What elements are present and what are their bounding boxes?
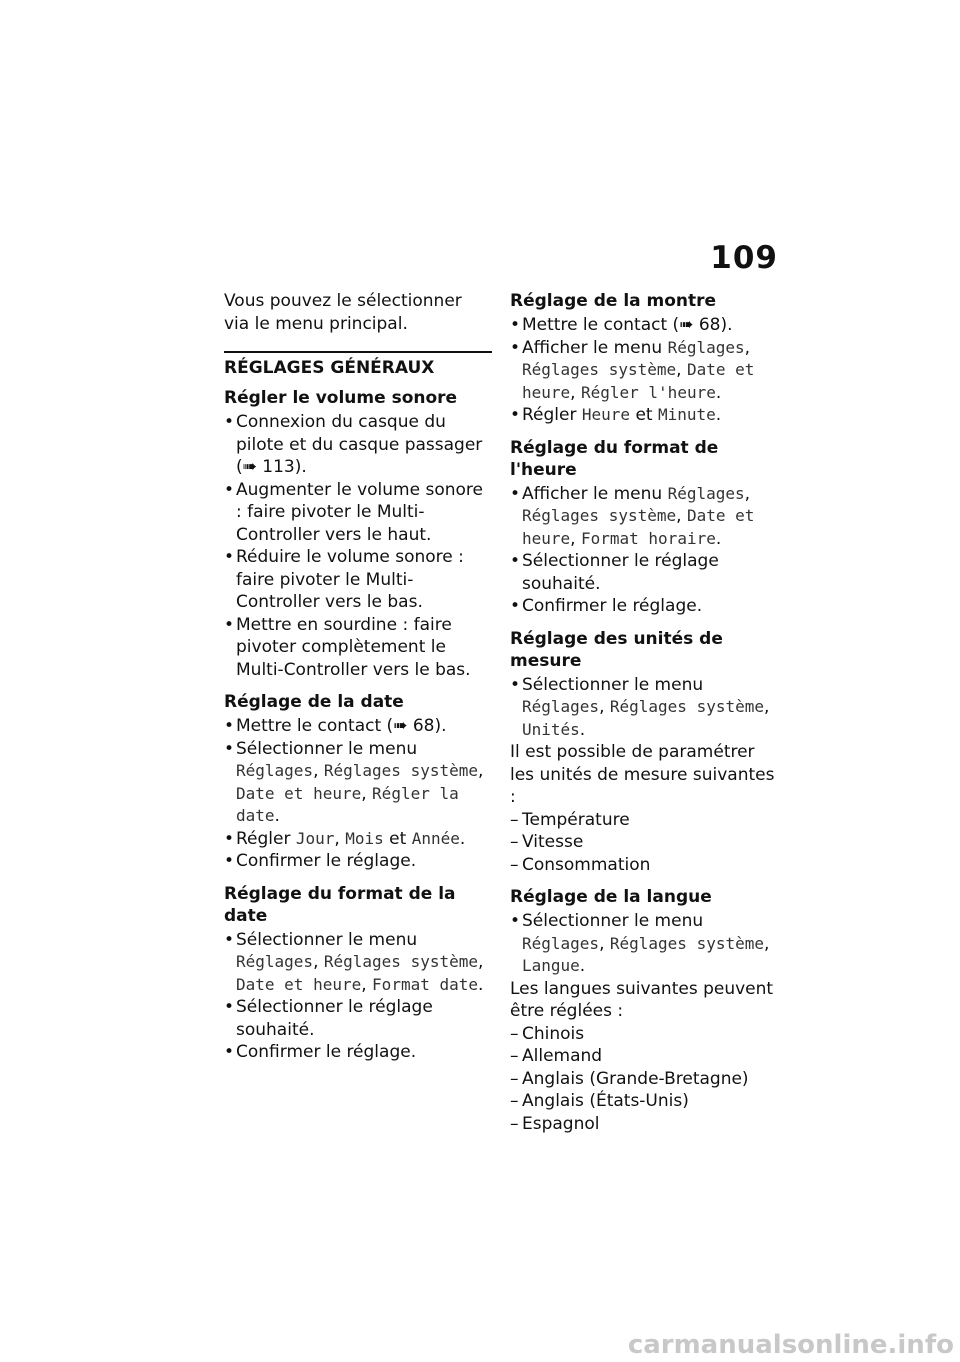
list-item: • Régler Jour, Mois et Année.	[224, 828, 492, 851]
list-item: – Espagnol	[510, 1113, 782, 1136]
menu-path: Réglages	[522, 697, 600, 716]
page-number: 109	[710, 240, 778, 276]
menu-path: Réglages système	[522, 506, 677, 525]
list-item: • Mettre le contact (➠ 68).	[510, 314, 782, 337]
list-item: • Sélectionner le réglage souhaité.	[224, 996, 492, 1041]
menu-path: Format date	[372, 974, 479, 994]
time-format-list	[510, 483, 782, 618]
menu-path: Réglages système	[609, 933, 764, 953]
menu-path: Régler la date	[236, 783, 459, 825]
menu-path: Réglages	[236, 952, 314, 971]
section-title-general-settings: RÉGLAGES GÉNÉRAUX	[224, 351, 492, 379]
right-column	[510, 290, 782, 1135]
menu-path: Régler l'heure	[580, 382, 716, 402]
list-item: • Mettre en sourdine : faire pivoter complètement le Multi-Controller vers le bas.	[224, 614, 492, 682]
list-item: • Sélectionner le menu Réglages, Réglages système, Unités.	[510, 674, 782, 742]
heading-volume: Régler le volume sonore	[224, 388, 458, 408]
volume-list	[224, 411, 492, 681]
left-column	[224, 290, 492, 1064]
list-item: • Mettre le contact (➠ 68).	[224, 715, 492, 738]
list-item: – Chinois	[510, 1023, 782, 1046]
units-list	[510, 674, 782, 742]
list-item: – Anglais (États-Unis)	[510, 1090, 782, 1113]
list-item: – Allemand	[510, 1045, 782, 1068]
list-item: • Afficher le menu Réglages, Réglages système, Date et heure, Régler l'heure.	[510, 337, 782, 405]
list-item: • Sélectionner le menu Réglages, Réglages système, Date et heure, Régler la date.	[224, 738, 492, 828]
menu-path: Réglages	[667, 337, 745, 357]
menu-option: Heure	[581, 405, 631, 424]
menu-path: Réglages système	[609, 697, 764, 716]
date-format-list	[224, 929, 492, 1064]
date-list	[224, 715, 492, 873]
menu-path: Format horaire	[580, 528, 716, 548]
watermark: carmanualsonline.info	[627, 1330, 954, 1360]
list-item: • Confirmer le réglage.	[224, 1041, 492, 1064]
menu-path: Réglages	[667, 483, 745, 503]
menu-path: Réglages	[522, 933, 600, 953]
units-options	[510, 809, 782, 877]
heading-language: Réglage de la langue	[510, 887, 712, 907]
units-paragraph: Il est possible de paramétrer les unités de mesure suivantes :	[510, 742, 775, 807]
list-item: • Réduire le volume sonore : faire pivoter le Multi-Controller vers le bas.	[224, 546, 492, 614]
heading-date-format: Réglage du format de la date	[224, 883, 456, 926]
menu-path: Réglages système	[323, 952, 478, 971]
list-item: • Sélectionner le menu Réglages, Réglages système, Langue.	[510, 910, 782, 978]
clock-list	[510, 314, 782, 427]
menu-path: Date et heure	[236, 783, 362, 803]
menu-option: Minute	[657, 405, 716, 424]
list-item: • Connexion du casque du pilote et du casque passager (➠ 113).	[224, 411, 492, 479]
menu-option: Jour	[295, 828, 335, 848]
menu-path: Réglages système	[522, 360, 677, 379]
menu-path: Date et heure	[522, 360, 755, 402]
list-item: • Régler Heure et Minute.	[510, 404, 782, 427]
list-item: • Afficher le menu Réglages, Réglages système, Date et heure, Format horaire.	[510, 483, 782, 551]
list-item: • Confirmer le réglage.	[510, 595, 782, 618]
menu-option: Année	[411, 828, 460, 848]
language-list	[510, 910, 782, 978]
list-item: – Vitesse	[510, 831, 782, 854]
list-item: – Anglais (Grande-Bretagne)	[510, 1068, 782, 1091]
menu-path: Unités	[522, 719, 580, 739]
menu-path: Date et heure	[236, 974, 362, 994]
list-item: – Consommation	[510, 854, 782, 877]
menu-path: Date et heure	[522, 506, 755, 548]
list-item: • Sélectionner le menu Réglages, Réglages système, Date et heure, Format date.	[224, 929, 492, 997]
list-item: • Augmenter le volume sonore : faire pivoter le Multi-Controller vers le haut.	[224, 479, 492, 547]
menu-path: Réglages système	[323, 761, 478, 780]
list-item: – Température	[510, 809, 782, 832]
heading-date: Réglage de la date	[224, 692, 404, 712]
menu-path: Langue	[522, 956, 580, 975]
heading-time-format: Réglage du format de l'heure	[510, 437, 719, 480]
list-item: • Confirmer le réglage.	[224, 850, 492, 873]
list-item: • Sélectionner le réglage souhaité.	[510, 550, 782, 595]
language-options	[510, 1023, 782, 1136]
heading-clock: Réglage de la montre	[510, 291, 717, 311]
heading-units: Réglage des unités de mesure	[510, 628, 723, 671]
menu-option: Mois	[345, 828, 384, 848]
language-paragraph: Les langues suivantes peuvent être réglées :	[510, 978, 774, 1021]
intro-text: Vous pouvez le sélectionner via le menu principal.	[224, 291, 462, 334]
menu-path: Réglages	[236, 761, 314, 780]
